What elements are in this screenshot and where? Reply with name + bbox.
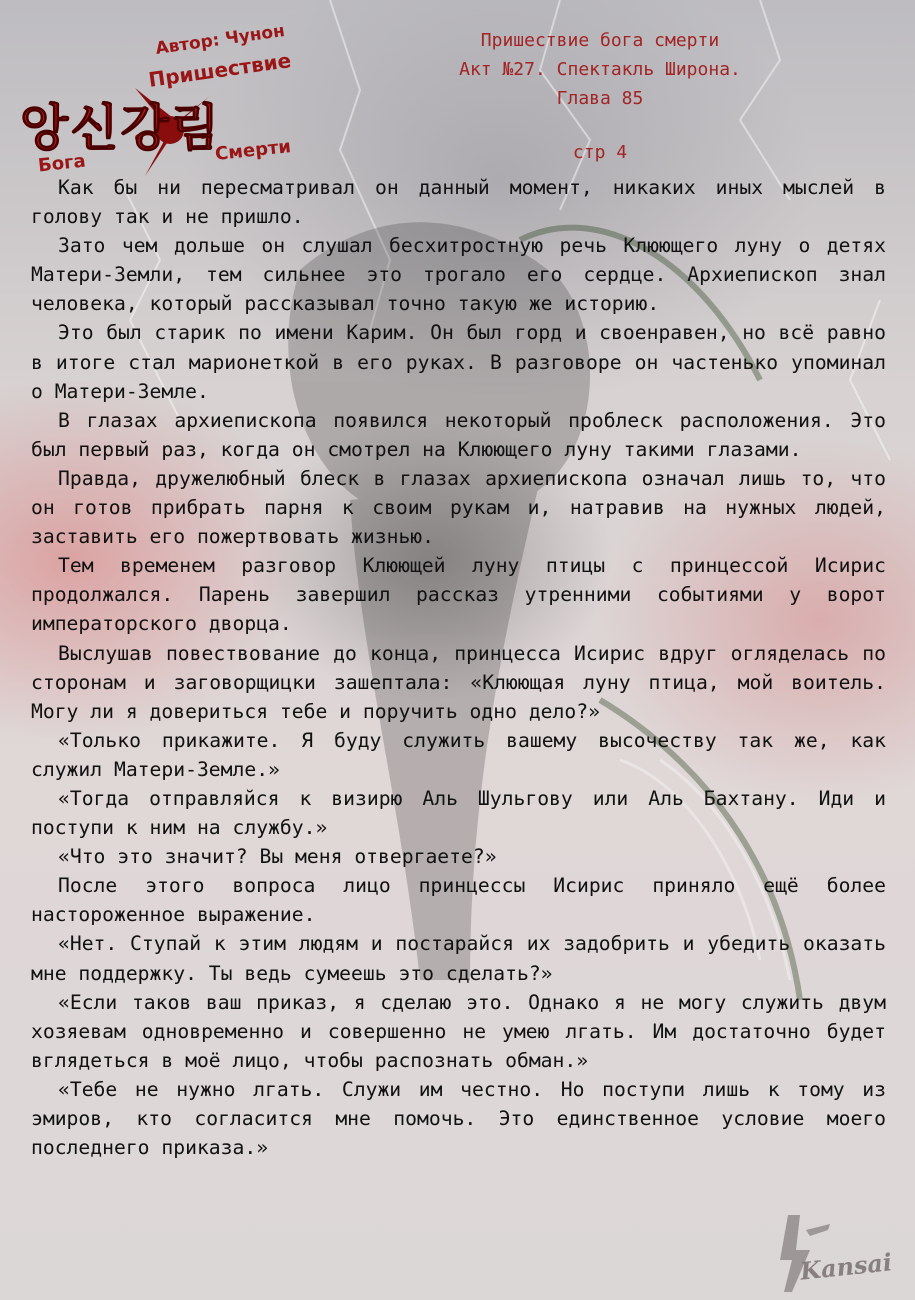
series-logo xyxy=(20,18,310,183)
book-title: Пришествие бога смерти xyxy=(480,30,720,51)
logo-word-death: Смерти xyxy=(214,136,292,165)
logo-word-coming: Пришествие xyxy=(147,48,293,92)
paragraph: «Нет. Ступай к этим людям и постарайся их задобрить и убедить оказать мне поддержку. Ты ведь сумеешь это сделать?» xyxy=(31,932,886,985)
paragraph: После этого вопроса лицо принцессы Исирис приняло ещё более настороженное выражение. xyxy=(31,874,886,927)
logo-korean-title: 앙신강림 xyxy=(20,99,222,157)
paragraph: Это был старик по имени Карим. Он был горд и своенравен, но всё равно в итоге стал марионеткой в его руках. В разговоре он частенько упоминал о Матери-Земле. xyxy=(31,321,886,403)
logo-author: Автор: Чунон xyxy=(154,21,287,59)
paragraph: «Тебе не нужно лгать. Служи им честно. Но поступи лишь к тому из эмиров, кто согласится мне помочь. Это единственное условие моего последнего приказа.» xyxy=(31,1077,886,1160)
chapter-header xyxy=(400,26,800,113)
paragraph: «Тогда отправляйся к визирю Аль Шульгову или Аль Бахтану. Иди и поступи к ним на службу.» xyxy=(31,786,886,840)
act-title: Акт №27. Спектакль Широна. xyxy=(459,59,741,80)
paragraph: Выслушав повествование до конца, принцесса Исирис вдруг огляделась по сторонам и заговорщицки зашептала: «Клюющая луну птица, мой воитель. Могу ли я довериться тебе и поручить одно дело?» xyxy=(31,641,886,723)
paragraph: Правда, дружелюбный блеск в глазах архиепископа означал лишь то, что он готов прибрать парня к своим рукам и, натравив на нужных людей, заставить его пожертвовать жизнью. xyxy=(31,466,886,549)
page-number: стр 4 xyxy=(572,142,628,163)
paragraph: «Только прикажите. Я буду служить вашему высочеству так же, как служил Матери-Земле.» xyxy=(31,728,886,781)
paragraph: Как бы ни пересматривал он данный момент, никаких иных мыслей в голову так и не пришло. xyxy=(31,176,886,229)
logo-word-god: Бога xyxy=(37,150,87,177)
paragraph: Тем временем разговор Клюющей луну птицы с принцессой Исирис продолжался. Парень завершил рассказ утренними событиями у ворот императорского дворца. xyxy=(31,554,886,636)
chapter-title: Глава 85 xyxy=(556,88,644,109)
watermark-text: Kansai xyxy=(798,1247,894,1286)
paragraph: «Что это значит? Вы меня отвергаете?» xyxy=(58,845,497,869)
paragraph: «Если таков ваш приказ, я сделаю это. Однако я не могу служить двум хозяевам одновременно и совершенно не умею лгать. Им достаточно будет вглядеться в моё лицо, чтобы распознать обман.» xyxy=(31,990,886,1072)
story-text xyxy=(31,173,886,1162)
paragraph: Зато чем дольше он слушал бесхитростную речь Клюющего луну о детях Матери-Земли, тем сильнее это трогало его сердце. Архиепископ знал человека, который рассказывал точно такую же историю. xyxy=(31,234,886,316)
paragraph: В глазах архиепископа появился некоторый проблеск расположения. Это был первый раз, когда он смотрел на Клюющего луну такими глазами. xyxy=(31,408,886,461)
